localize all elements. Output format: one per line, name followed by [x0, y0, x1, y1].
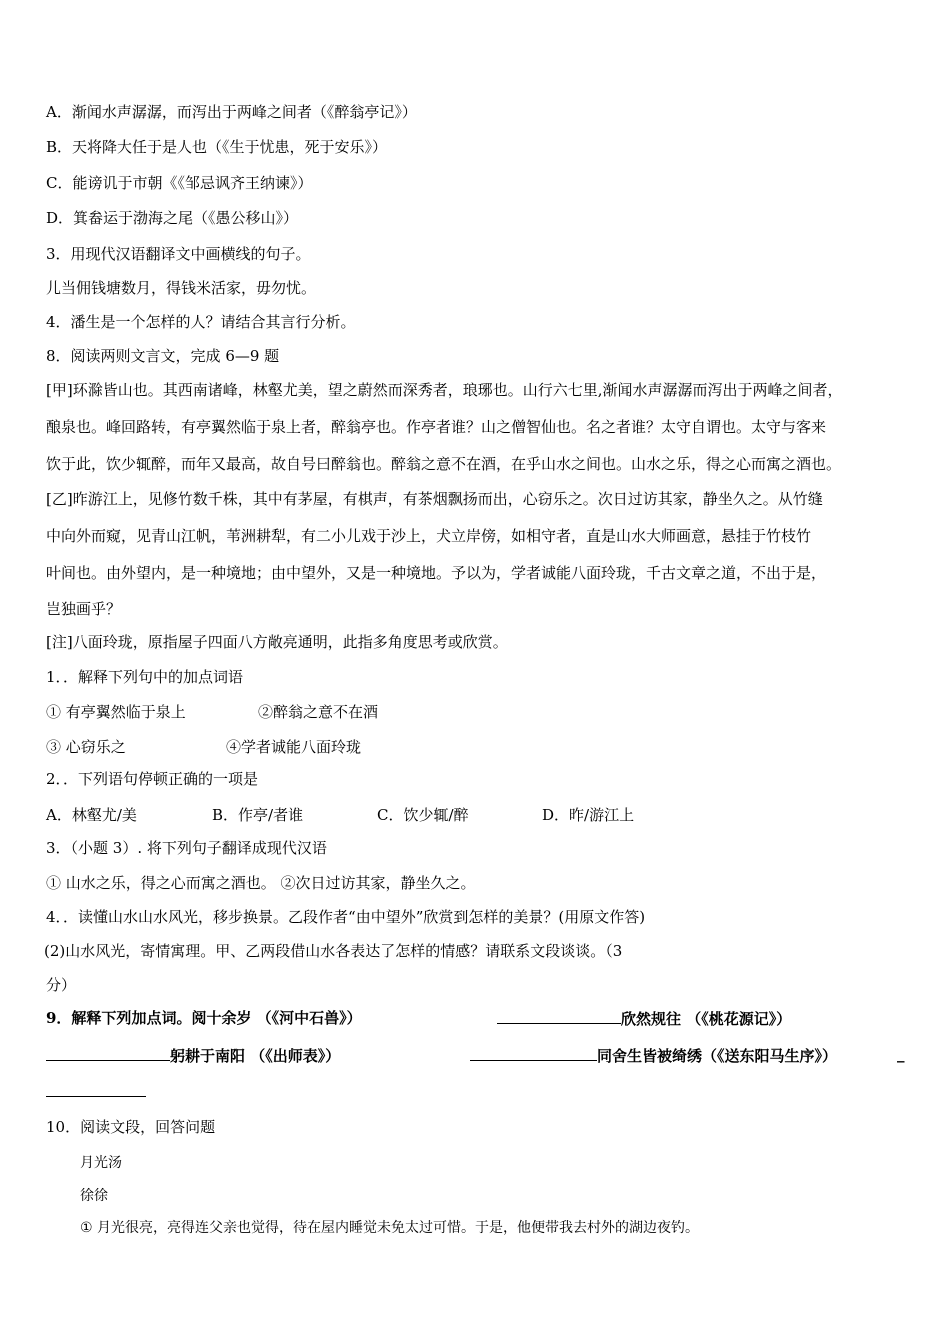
- q3-prompt: 3．用现代汉语翻译文中画横线的句子。: [46, 245, 311, 263]
- answer-blank-1[interactable]: [497, 1008, 621, 1024]
- passage-yi-line: 叶间也。由外望内，是一种境地；由中望外，又是一种境地。予以为，学者诚能八面玲珑，千古文章之道，不出于是，: [46, 564, 827, 582]
- q9-item-2: [497, 1008, 791, 1029]
- passage-yi-line: [乙]昨游江上，见修竹数千株，其中有茅屋，有棋声，有茶烟飘扬而出，心窃乐之。次日过访其家，静坐久之。从竹缝: [46, 490, 823, 508]
- option-c: C．能谤讥于市朝《《邹忌讽齐王纳谏》）: [46, 174, 313, 192]
- q8-title: 8．阅读两则文言文，完成 6—9 题: [46, 347, 280, 365]
- passage-jia-line: [甲]环滁皆山也。其西南诸峰，林壑尤美，望之蔚然而深秀者，琅琊也。山行六七里,渐闻水声潺潺而泻出于两峰之间者，: [46, 381, 843, 399]
- q10-prompt: 10．阅读文段，回答问题: [46, 1118, 216, 1136]
- q9-continued-blank: [46, 1081, 146, 1102]
- sub4-part2-cont: 分）: [46, 976, 77, 994]
- passage-jia-line: 饮于此，饮少辄醉，而年又最高，故自号曰醉翁也。醉翁之意不在酒，在乎山水之间也。山水之乐，得之心而寓之酒也。: [46, 455, 842, 473]
- q9-lead: 9．解释下列加点词。: [46, 1009, 192, 1027]
- sub2-option-b: B．作亭/者谁: [212, 806, 304, 824]
- answer-blank-3[interactable]: [470, 1045, 597, 1061]
- sub2-option-c: C．饮少辄/醉: [377, 806, 469, 824]
- q4-prompt: 4．潘生是一个怎样的人？请结合其言行分析。: [46, 313, 356, 331]
- q9-word-4: 同舍生皆被绮绣（《送东阳马生序》）: [597, 1047, 838, 1065]
- q9-item-4: [470, 1045, 837, 1066]
- article-author: 徐徐: [80, 1188, 108, 1204]
- sub1-item-2: ②醉翁之意不在酒: [258, 703, 379, 721]
- sub2-option-a: A．林壑尤/美: [46, 806, 137, 824]
- sub3-items: ① 山水之乐，得之心而寓之酒也。 ②次日过访其家，静坐久之。: [46, 874, 476, 892]
- answer-blank-4[interactable]: [46, 1081, 146, 1097]
- article-paragraph-1: ① 月光很亮，亮得连父亲也觉得，待在屋内睡觉未免太过可惜。于是，他便带我去村外的湖边夜钓。: [80, 1220, 699, 1236]
- sub1-item-3: ③ 心窃乐之: [46, 738, 126, 756]
- option-d: D．箕畚运于渤海之尾（《愚公移山》）: [46, 209, 299, 227]
- sub1-item-4: ④学者诚能八面玲珑: [226, 738, 362, 756]
- answer-blank-2[interactable]: [46, 1045, 170, 1061]
- sub2-option-d: D．昨/游江上: [542, 806, 635, 824]
- sub3-prompt: 3．（小题 3）. 将下列句子翻译成现代汉语: [46, 839, 327, 857]
- passage-jia-line: 酿泉也。峰回路转，有亭翼然临于泉上者，醉翁亭也。作亭者谁？山之僧智仙也。名之者谁？太守自谓也。太守与客来: [46, 418, 827, 436]
- passage-note: [注]八面玲珑，原指屋子四面八方敞亮通明，此指多角度思考或欣赏。: [46, 633, 508, 651]
- q9-tail: _: [897, 1045, 905, 1063]
- q9-item-3: [46, 1045, 340, 1066]
- option-a: A．渐闻水声潺潺，而泻出于两峰之间者（《醉翁亭记》）: [46, 103, 417, 121]
- passage-yi-line: 中向外而窥，见青山江帆，苇洲耕犁，有二小儿戏于沙上，犬立岸傍，如相守者，直是山水大师画意，悬挂于竹枝竹: [46, 527, 812, 545]
- sub4-prompt: 4．．读懂山水山水风光，移步换景。乙段作者“由中望外”欣赏到怎样的美景？(用原文作答): [46, 908, 646, 926]
- sub1-item-1: ① 有亭翼然临于泉上: [46, 703, 186, 721]
- passage-yi-line: 岂独画乎？: [46, 600, 122, 618]
- q9-line1: [46, 1008, 362, 1028]
- q3-sentence: 儿当佣钱塘数月，得钱米活家，毋勿忧。: [46, 279, 317, 297]
- sub2-prompt: 2．．下列语句停顿正确的一项是: [46, 770, 259, 788]
- sub1-prompt: 1．．解释下列句中的加点词语: [46, 668, 244, 686]
- article-title: 月光汤: [80, 1155, 122, 1171]
- sub4-part2: (2)山水风光，寄情寓理。甲、乙两段借山水各表达了怎样的情感？请联系文段谈谈。（3: [44, 942, 623, 960]
- option-b: B．天将降大任于是人也（《生于忧患，死于安乐》）: [46, 138, 388, 156]
- q9-word-1: 阅十余岁 （《河中石兽》）: [191, 1009, 362, 1027]
- q9-word-2: 欣然规往 （《桃花源记》）: [621, 1010, 792, 1028]
- q9-word-3: 躬耕于南阳 （《出师表》）: [170, 1047, 341, 1065]
